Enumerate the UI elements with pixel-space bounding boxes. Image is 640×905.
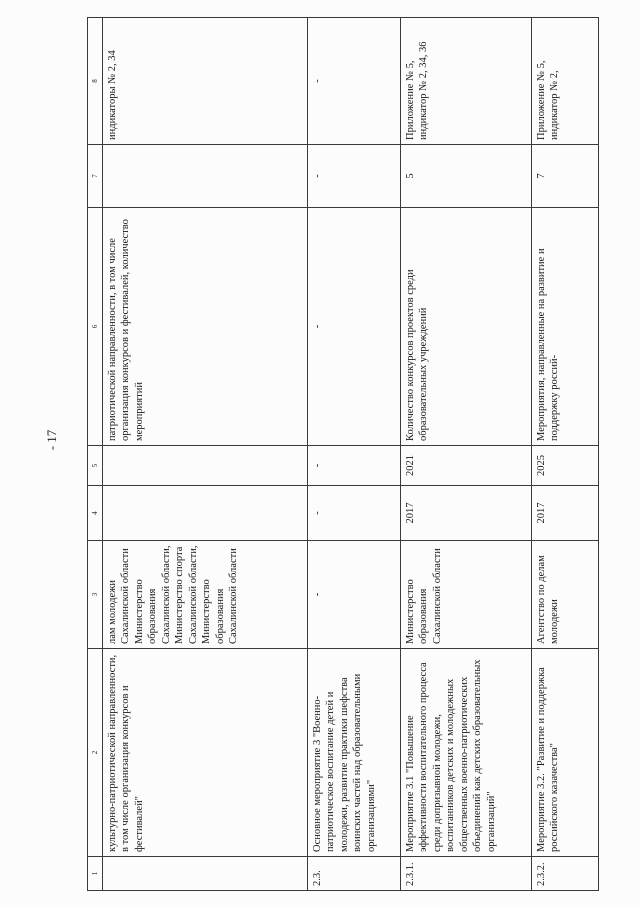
indicator-link: индикаторы № 2, 34 — [103, 18, 308, 145]
column-number-row — [88, 18, 103, 891]
table-row — [401, 18, 532, 891]
column-number: 2 — [88, 649, 103, 857]
start-year: 2017 — [401, 486, 532, 541]
end-year: - — [308, 446, 401, 486]
column-number: 8 — [88, 18, 103, 145]
event-name: культурно-патриотической направленности, в том числе организация конкурсов и фестивалей" — [103, 649, 308, 857]
column-number: 3 — [88, 541, 103, 649]
result-value — [103, 145, 308, 208]
column-number: 1 — [88, 857, 103, 891]
program-table-wrapper — [87, 18, 597, 891]
responsible-executor: Агентство по делам молодежи — [532, 541, 599, 649]
end-year: 2025 — [532, 446, 599, 486]
row-number: 2.3.2. — [532, 857, 599, 891]
table-row — [532, 18, 599, 891]
responsible-executor: - — [308, 541, 401, 649]
column-number: 5 — [88, 446, 103, 486]
row-number: 2.3.1. — [401, 857, 532, 891]
indicator-link: Приложение № 5, индикатор № 2, 34, 36 — [401, 18, 532, 145]
start-year — [103, 486, 308, 541]
event-name: Мероприятие 3.1 "Повышение эффективности воспитательного процесса среди допризывной молодежи, воспитанников детских и молодежных общественных военно-патриотических объединений как детских образовательных организаций" — [401, 649, 532, 857]
result-value: 5 — [401, 145, 532, 208]
expected-result: Мероприятия, направленные на развитие и поддержку россий- — [532, 208, 599, 446]
start-year: 2017 — [532, 486, 599, 541]
expected-result: патриотической направленности, в том числе организация конкурсов и фестивалей, количество мероприятий — [103, 208, 308, 446]
column-number: 6 — [88, 208, 103, 446]
responsible-executor: Министерство образования Сахалинской области — [401, 541, 532, 649]
indicator-link: Приложение № 5, индикатор № 2, — [532, 18, 599, 145]
program-table — [87, 17, 599, 891]
row-number: 2.3. — [308, 857, 401, 891]
event-name: Основное мероприятие 3 "Военно-патриотическое воспитание детей и молодежи, развитие практики шефства воинских частей над образовательными организациями" — [308, 649, 401, 857]
start-year: - — [308, 486, 401, 541]
row-number — [103, 857, 308, 891]
result-value: - — [308, 145, 401, 208]
table-row — [308, 18, 401, 891]
column-number: 7 — [88, 145, 103, 208]
column-number: 4 — [88, 486, 103, 541]
indicator-link: - — [308, 18, 401, 145]
responsible-executor: лам молодежи Сахалинской области Министерство образования Сахалинской области, Министерство спорта Сахалинской области, Министерство образования Сахалинской области — [103, 541, 308, 649]
page-number: - 17 — [44, 429, 59, 451]
result-value: 7 — [532, 145, 599, 208]
table-row — [103, 18, 308, 891]
end-year: 2021 — [401, 446, 532, 486]
expected-result: Количество конкурсов проектов среди образовательных учреждений — [401, 208, 532, 446]
end-year — [103, 446, 308, 486]
event-name: Мероприятие 3.2. "Развитие и поддержка российского казачества" — [532, 649, 599, 857]
expected-result: - — [308, 208, 401, 446]
